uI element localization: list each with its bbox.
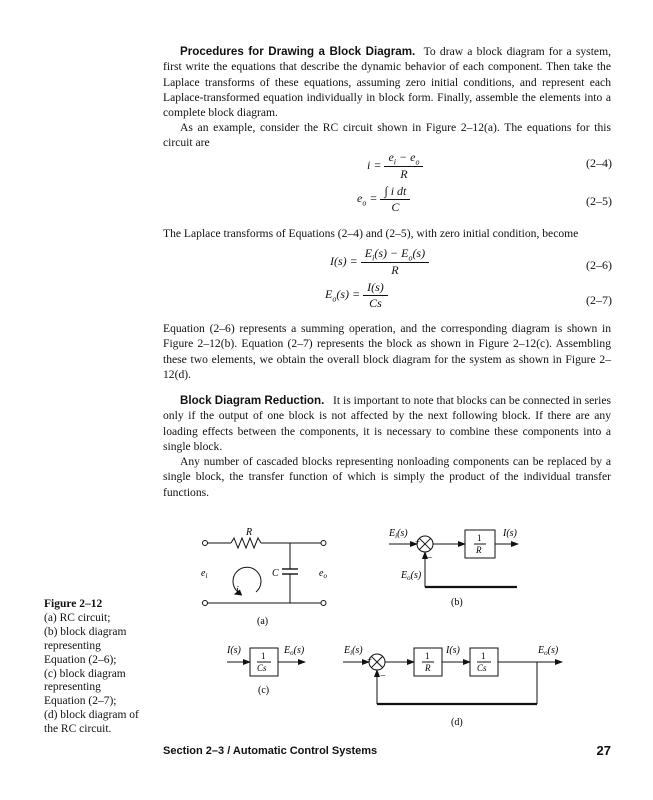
output-terminal-bottom xyxy=(321,601,326,606)
eq3-numerator: $E_i(s) - E_o(s)$ xyxy=(361,246,429,263)
caption-line: (d) block diagram of xyxy=(44,709,139,722)
summing-operation-paragraph: Equation (2–6) represents a summing operation, and the corresponding diagram is shown in Figure 2–12(b). Equation (2–7) represents the block as shown in Figure 2–12(c). Assembling these two elements, we obtain the overall block diagram for the system as shown in Figure 2–12(d). xyxy=(163,322,611,381)
eq2-lhs: $e_o$ = xyxy=(357,191,378,208)
procedure-heading: Procedures for Drawing a Block Diagram. xyxy=(180,45,416,58)
plus-sign: + xyxy=(415,537,421,547)
block-numerator: 1 xyxy=(425,651,430,661)
eq3-lhs: I(s) = xyxy=(330,253,358,268)
caption-line: representing xyxy=(44,681,101,694)
caption-line: (c) block diagram xyxy=(44,667,126,680)
input-voltage-label: $e_i$ xyxy=(201,568,208,580)
eq2-number: (2–5) xyxy=(586,194,612,208)
block-denominator: R xyxy=(476,545,482,555)
Is-intermediate-label: I(s) xyxy=(446,645,460,656)
Ei-input-label: $E_i(s)$ xyxy=(344,645,363,657)
Eo-output-label: $E_o(s)$ xyxy=(284,645,305,657)
eq4-denominator: Cs xyxy=(369,296,382,310)
current-label: i xyxy=(236,585,239,596)
eq1-denominator: R xyxy=(400,167,408,182)
resistor-label: R xyxy=(246,527,253,538)
block-numerator: 1 xyxy=(477,533,482,543)
subfigure-a-label: (a) xyxy=(257,616,269,627)
caption-line: representing xyxy=(44,639,101,652)
reduction-text: It is important to note that blocks can be connected in series only if the output of one block is not affected by the next following block. If there are any loading effects between the components, it is necessary to combine these components into a single block. xyxy=(163,394,611,453)
subfigure-b-label: (b) xyxy=(451,597,463,608)
caption-line: (b) block diagram xyxy=(44,625,127,638)
block-denominator: Cs xyxy=(257,663,267,673)
minus-sign: − xyxy=(427,553,433,564)
footer-section-title: Section 2–3 / Automatic Control Systems xyxy=(163,745,378,757)
Is-input-label: I(s) xyxy=(227,645,241,656)
Eo-output-label: $E_o(s)$ xyxy=(538,645,559,657)
reduction-heading: Block Diagram Reduction. xyxy=(180,394,325,407)
caption-line: the RC circuit. xyxy=(44,723,112,736)
complete-block-diagram xyxy=(343,648,562,704)
Ei-input-label: $E_i(s)$ xyxy=(389,528,408,540)
output-terminal-top xyxy=(321,541,326,546)
block-denominator: Cs xyxy=(477,663,487,673)
eq4-number: (2–7) xyxy=(586,293,612,307)
caption-line: (a) RC circuit; xyxy=(44,611,111,624)
caption-line: Equation (2–6); xyxy=(44,653,117,666)
capacitor-label: C xyxy=(272,568,279,579)
output-voltage-label: $e_o$ xyxy=(319,568,327,580)
plus-sign: + xyxy=(367,655,373,665)
Eo-feedback-label: $E_o(s)$ xyxy=(401,570,422,582)
eq4-lhs: $E_o(s)$ = xyxy=(325,287,361,304)
resistor-symbol xyxy=(231,538,261,548)
block-numerator: 1 xyxy=(481,651,486,661)
rc-circuit-diagram xyxy=(203,538,327,606)
page-number: 27 xyxy=(596,743,611,758)
subfigure-c-label: (c) xyxy=(258,685,270,696)
block-denominator: R xyxy=(425,663,431,673)
input-terminal-bottom xyxy=(203,601,208,606)
eq1-number: (2–4) xyxy=(586,156,612,170)
eq2-denominator: C xyxy=(391,200,400,214)
block-numerator: 1 xyxy=(261,651,266,661)
eq1-lhs: i = xyxy=(367,157,382,172)
laplace-transition-text: The Laplace transforms of Equations (2–4) and (2–5), with zero initial condition, become xyxy=(163,227,579,240)
cascaded-blocks-paragraph: Any number of cascaded blocks representing nonloading components can be replaced by a single block, the transfer function of which is simply the product of the individual transfer functions. xyxy=(163,455,611,499)
eq2-numerator: ∫ i dt xyxy=(380,184,410,200)
eq3-number: (2–6) xyxy=(586,258,612,272)
input-terminal-top xyxy=(203,541,208,546)
caption-line: Equation (2–7); xyxy=(44,695,117,708)
eq1-numerator: $e_i - e_o$ xyxy=(384,150,423,167)
eq4-numerator: I(s) xyxy=(363,280,388,296)
procedure-text: To draw a block diagram for a system, first write the equations that describe the dynamic behavior of each component. Then take the Laplace transforms of these equations, assuming zero initial conditions, and represent each Laplace-transformed equation individually in block form. Finally, assemble the elements into a complete block diagram. xyxy=(163,45,611,120)
eq3-denominator: R xyxy=(391,263,399,278)
Is-output-label: I(s) xyxy=(503,528,517,539)
figure-caption-title: Figure 2–12 xyxy=(44,598,103,610)
example-paragraph: As an example, consider the RC circuit shown in Figure 2–12(a). The equations for this circuit are xyxy=(163,121,611,150)
minus-sign: − xyxy=(380,671,386,682)
subfigure-d-label: (d) xyxy=(451,717,463,728)
